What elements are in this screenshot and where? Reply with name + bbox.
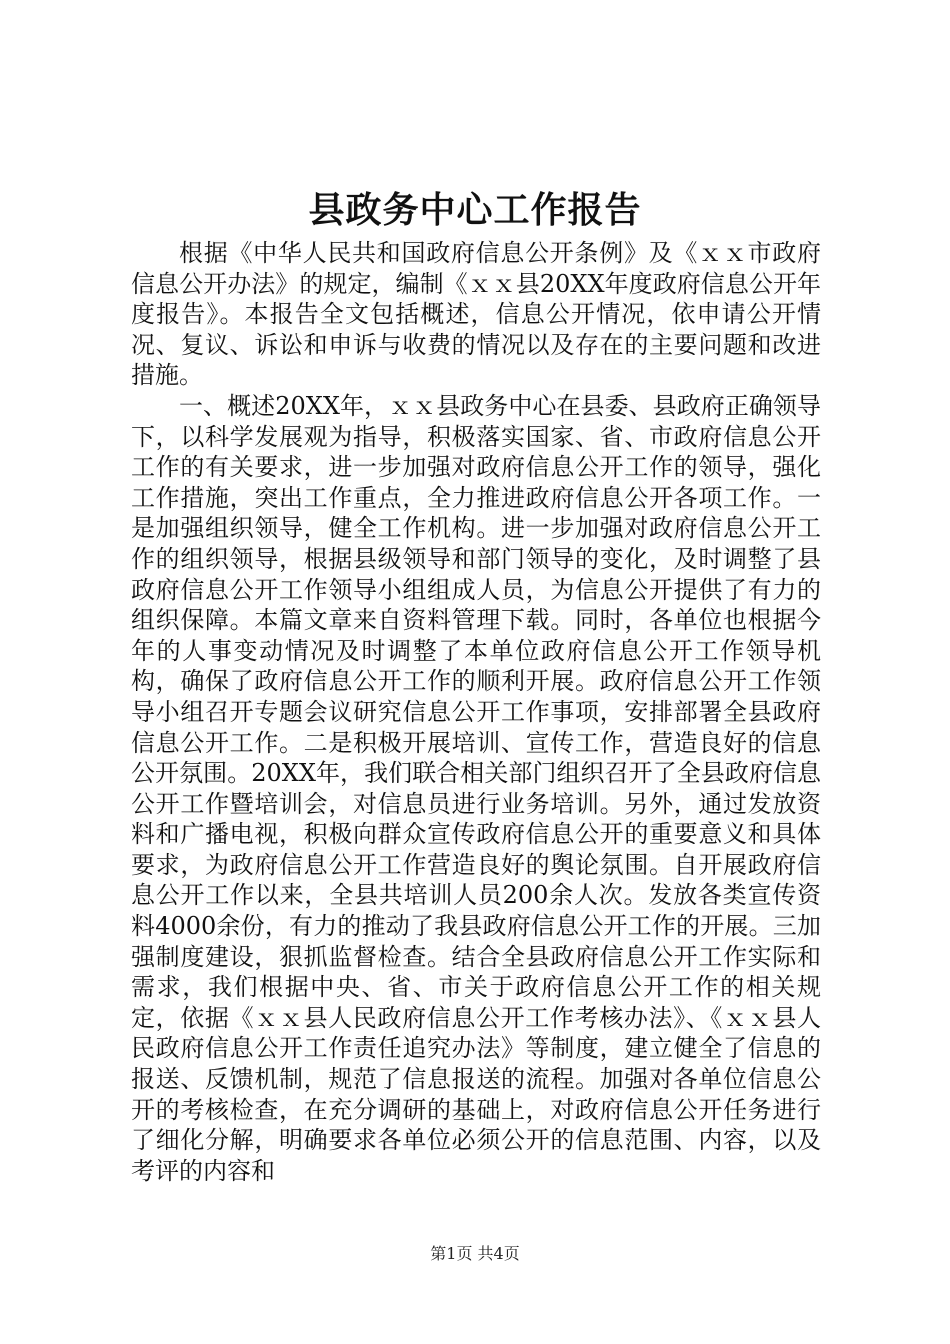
document-title: 县政务中心工作报告 — [308, 189, 642, 231]
document-body — [131, 238, 821, 1186]
paragraph-intro: 根据《中华人民共和国政府信息公开条例》及《ｘｘ市政府信息公开办法》的规定，编制《ｘｘ县20XX年度政府信息公开年度报告》。本报告全文包括概述，信息公开情况，依申请公开情况、复议、诉讼和申诉与收费的情况以及存在的主要问题和改进措施。 — [131, 239, 821, 390]
page-number-footer: 第1页 共4页 — [430, 1244, 520, 1263]
paragraph-overview: 一、概述20XX年，ｘｘ县政务中心在县委、县政府正确领导下，以科学发展观为指导，积极落实国家、省、市政府信息公开工作的有关要求，进一步加强对政府信息公开工作的领导，强化工作措施，突出工作重点，全力推进政府信息公开各项工作。一是加强组织领导，健全工作机构。进一步加强对政府信息公开工作的组织领导，根据县级领导和部门领导的变化，及时调整了县政府信息公开工作领导小组组成人员，为信息公开提供了有力的组织保障。本篇文章来自资料管理下载。同时，各单位也根据今年的人事变动情况及时调整了本单位政府信息公开工作领导机构，确保了政府信息公开工作的顺利开展。政府信息公开工作领导小组召开专题会议研究信息公开工作事项，安排部署全县政府信息公开工作。二是积极开展培训、宣传工作，营造良好的信息公开氛围。20XX年，我们联合相关部门组织召开了全县政府信息公开工作暨培训会，对信息员进行业务培训。另外，通过发放资料和广播电视，积极向群众宣传政府信息公开的重要意义和具体要求，为政府信息公开工作营造良好的舆论氛围。自开展政府信息公开工作以来，全县共培训人员200余人次。发放各类宣传资料4000余份，有力的推动了我县政府信息公开工作的开展。三加强制度建设，狠抓监督检查。结合全县政府信息公开工作实际和需求，我们根据中央、省、市关于政府信息公开工作的相关规定，依据《ｘｘ县人民政府信息公开工作考核办法》、《ｘｘ县人民政府信息公开工作责任追究办法》等制度，建立健全了信息的报送、反馈机制，规范了信息报送的流程。加强对各单位信息公开的考核检查，在充分调研的基础上，对政府信息公开任务进行了细化分解，明确要求各单位必须公开的信息范围、内容，以及考评的内容和 — [131, 391, 821, 1185]
